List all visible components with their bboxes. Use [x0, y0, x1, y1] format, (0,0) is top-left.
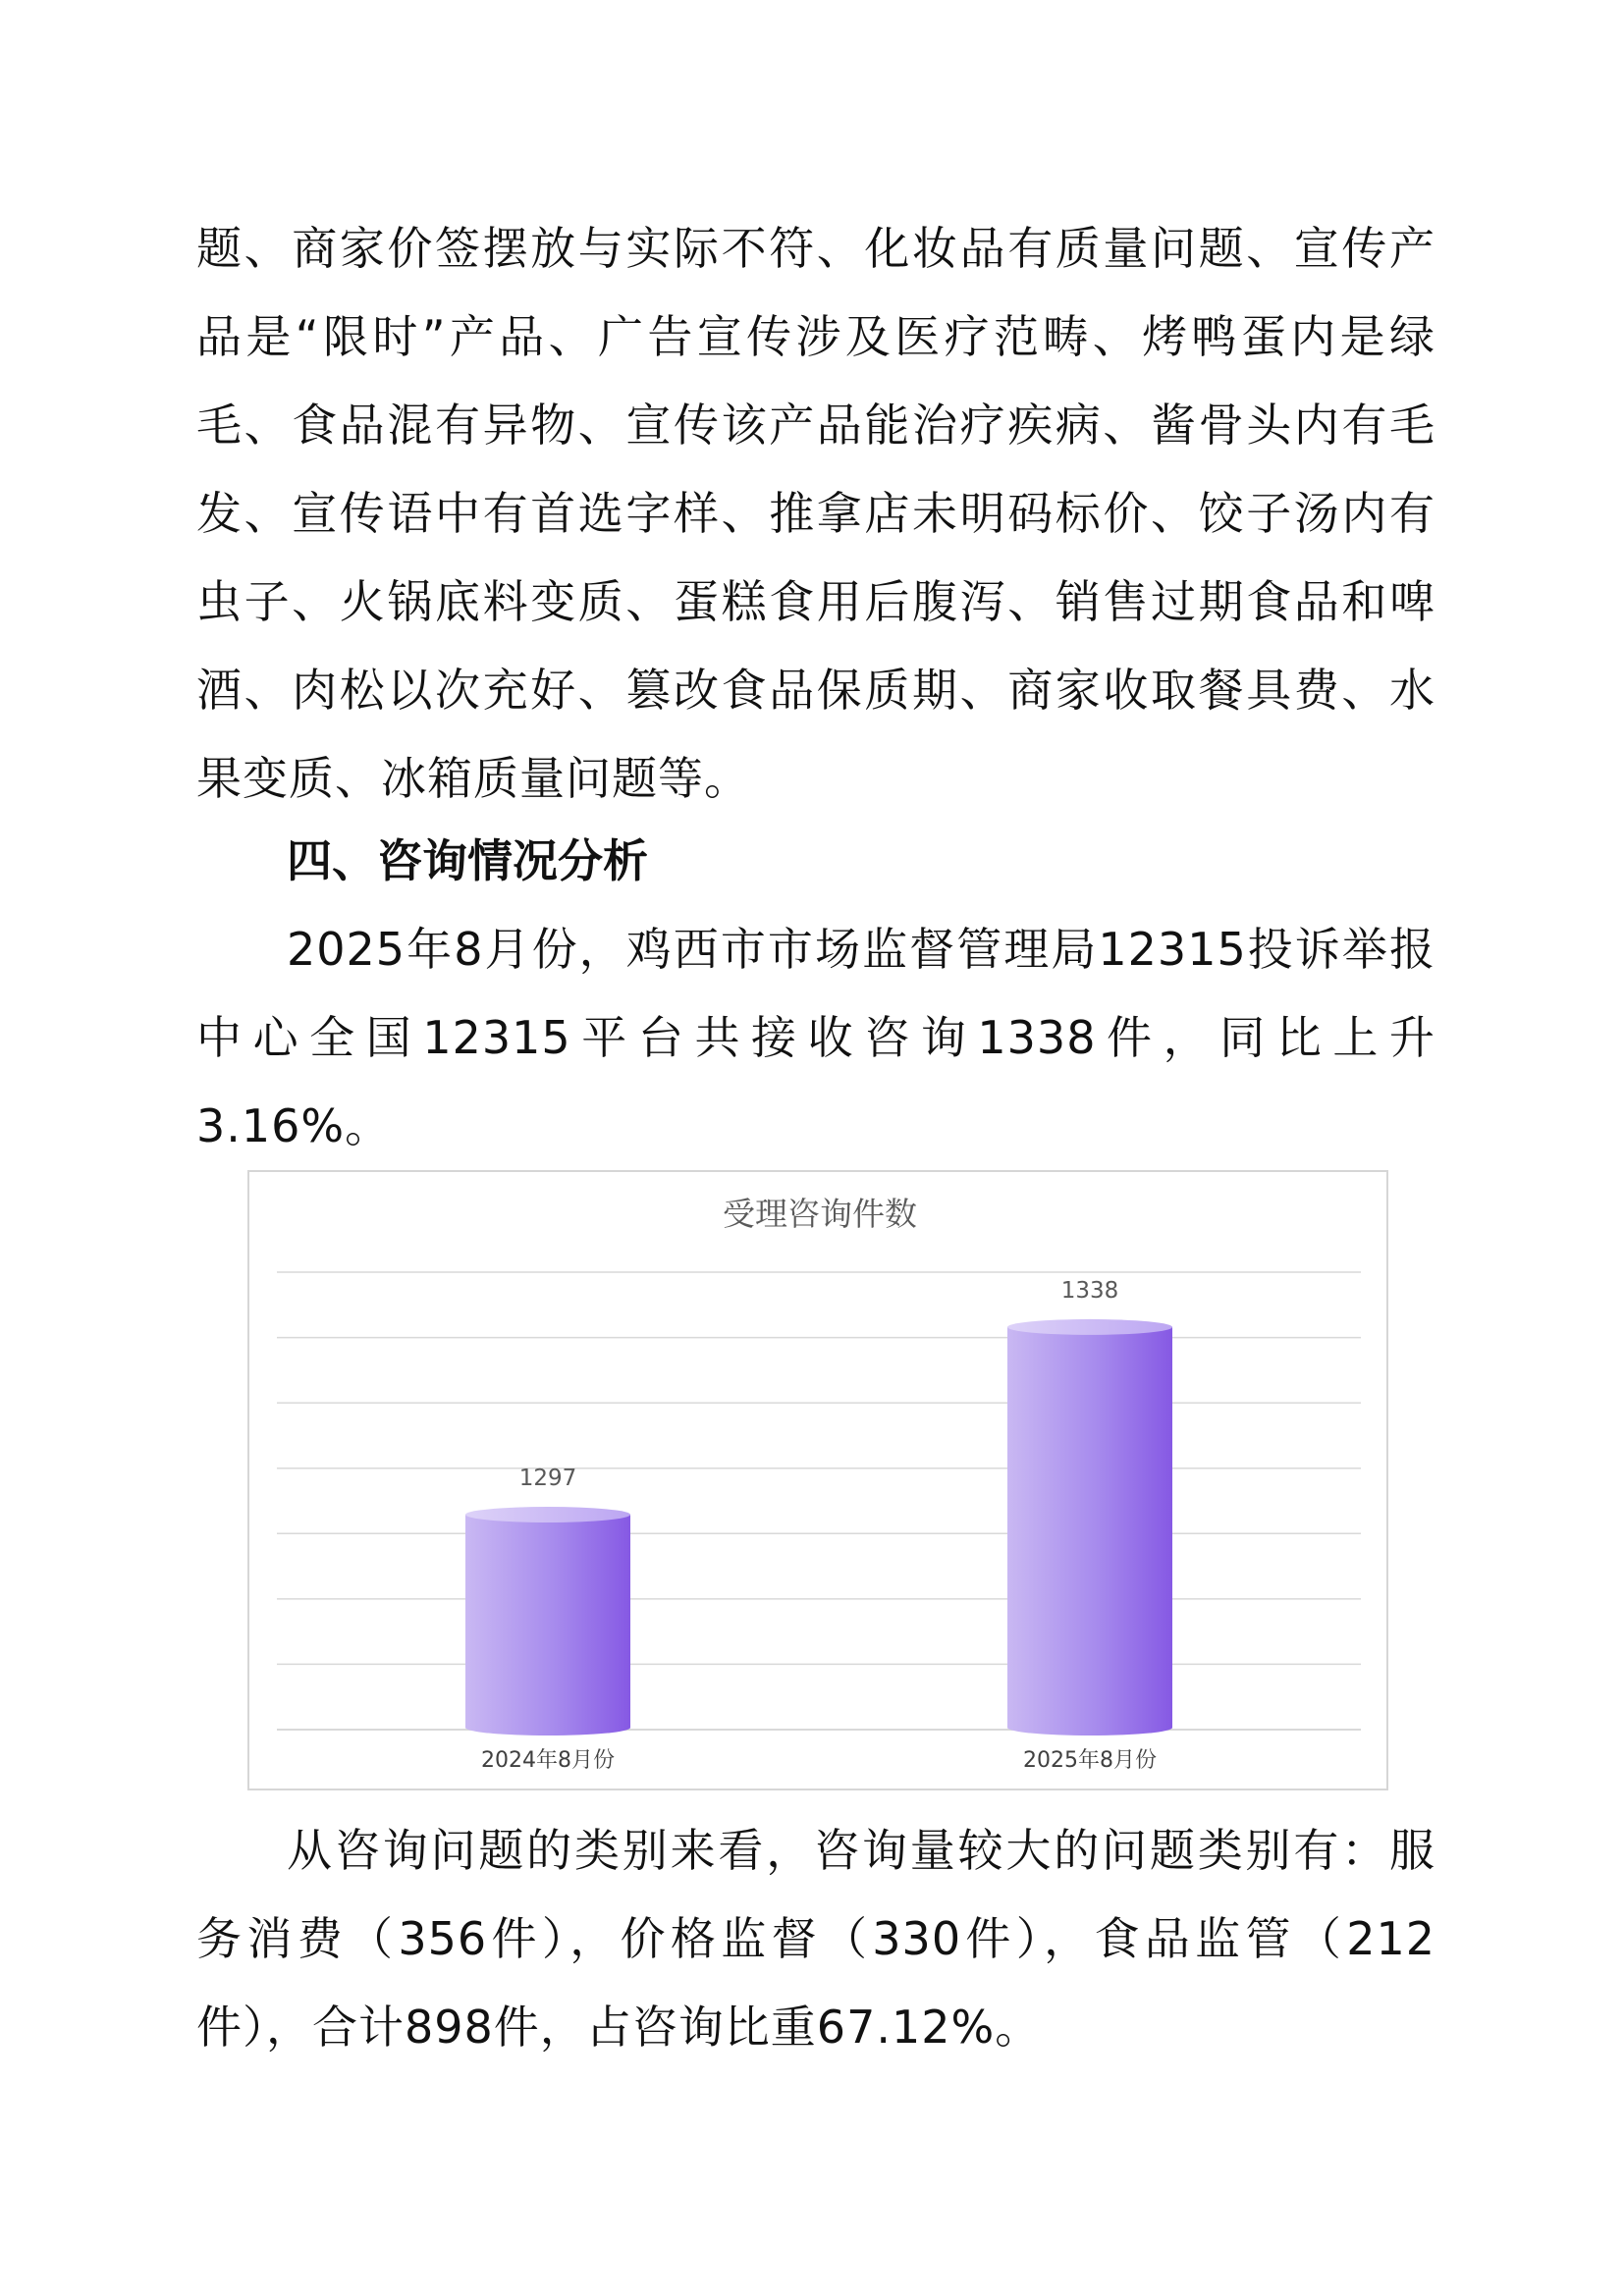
- bar-body: [465, 1515, 630, 1735]
- consultation-chart: [247, 1170, 1388, 1790]
- bar-top: [1007, 1319, 1172, 1335]
- chart-svg: [249, 1172, 1390, 1792]
- paragraph-complaint-issues: 题、商家价签摆放与实际不符、化妆品有质量问题、宣传产品是“限时”产品、广告宣传涉及医疗范畴、烤鸭蛋内是绿毛、食品混有异物、宣传该产品能治疗疾病、酱骨头内有毛发、宣传语中有首选字样、推拿店未明码标价、饺子汤内有虫子、火锅底料变质、蛋糕食用后腹泻、销售过期食品和啤酒、肉松以次充好、篡改食品保质期、商家收取餐具费、水果变质、冰箱质量问题等。: [196, 222, 1435, 805]
- bars: [465, 1319, 1172, 1735]
- bar-1: [465, 1507, 630, 1735]
- section-heading: 四、咨询情况分析: [287, 834, 648, 887]
- data-label: 1338: [1060, 1277, 1119, 1304]
- bar-2: [1007, 1319, 1172, 1735]
- category-labels: [481, 1748, 1157, 1773]
- category-label: 2024年8月份: [481, 1748, 615, 1773]
- paragraph-consultation-categories: 从咨询问题的类别来看，咨询量较大的问题类别有：服务消费（356件），价格监督（330件），食品监管（212件），合计898件，占咨询比重67.12%。: [196, 1824, 1435, 2054]
- chart-title: 受理咨询件数: [723, 1195, 917, 1233]
- bar-top: [465, 1507, 630, 1522]
- grid-lines: [277, 1272, 1361, 1730]
- data-label: 1297: [518, 1465, 577, 1491]
- category-label: 2025年8月份: [1023, 1748, 1157, 1773]
- bar-body: [1007, 1327, 1172, 1735]
- paragraph-consultation-summary: 2025年8月份，鸡西市市场监督管理局12315投诉举报中心全国12315平台共接收咨询1338件，同比上升3.16%。: [196, 923, 1435, 1152]
